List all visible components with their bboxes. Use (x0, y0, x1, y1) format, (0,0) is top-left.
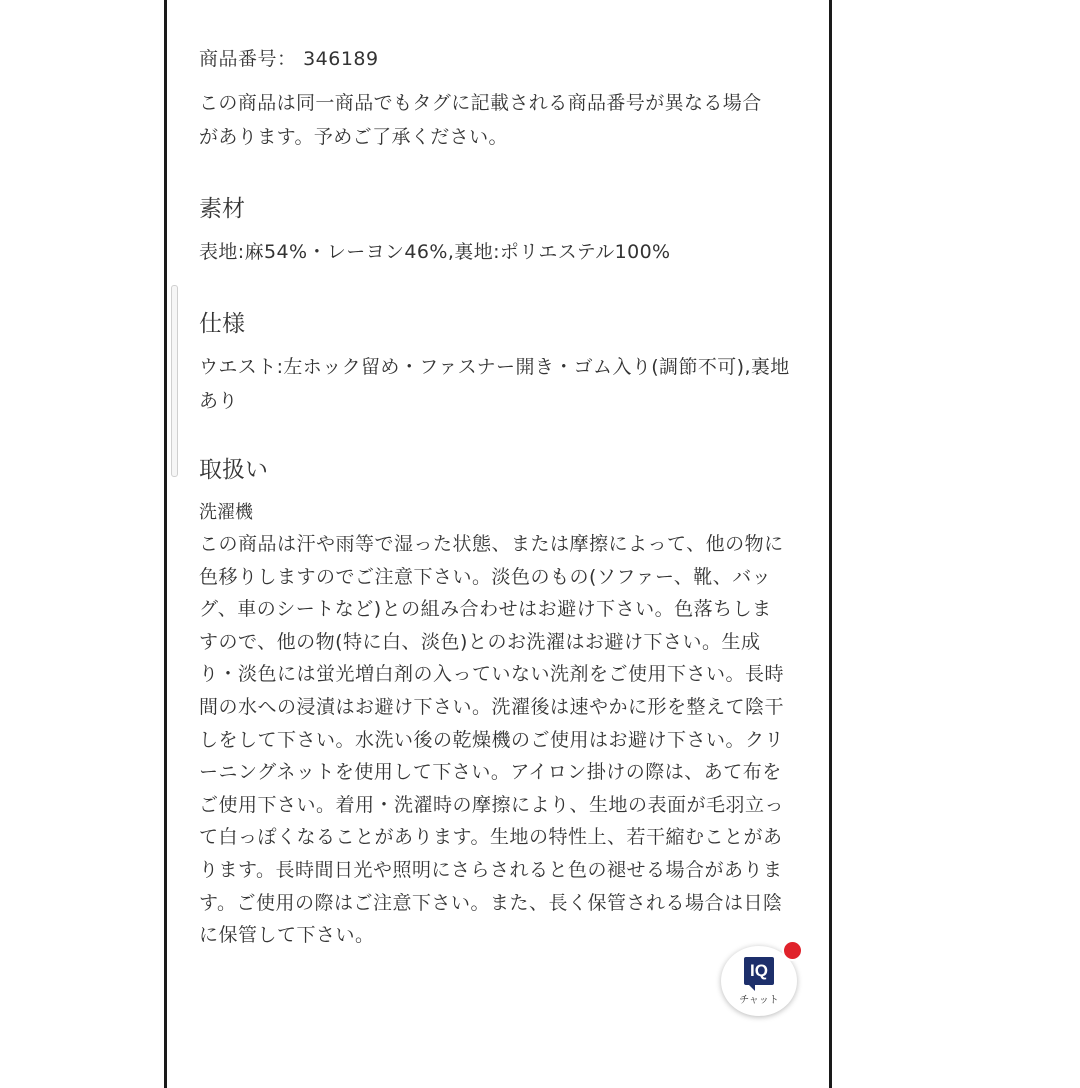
chat-bubble-icon: IQ (744, 957, 774, 985)
product-number-value: 346189 (303, 48, 379, 70)
chat-label: チャット (739, 995, 779, 1006)
notification-dot (782, 940, 803, 961)
spec-text: ウエスト:左ホック留め・ファスナー開き・ゴム入り(調節不可),裏地あり (199, 356, 790, 412)
product-number (199, 42, 799, 76)
care-heading: 取扱い (199, 457, 268, 483)
scrollbar[interactable] (171, 285, 178, 477)
material-heading: 素材 (199, 196, 245, 222)
product-number-label: 商品番号： (199, 48, 297, 70)
spec-heading: 仕様 (199, 311, 245, 337)
product-info (199, 42, 799, 952)
care-subheading: 洗濯機 (199, 502, 253, 523)
care-text: この商品は汗や雨等で湿った状態、または摩擦によって、他の物に色移りしますのでご注意下さい。淡色のもの(ソファー、靴、バッグ、車のシートなど)との組み合わせはお避け下さい。色落ちしますので、他の物(特に白、淡色)とのお洗濯はお避け下さい。生成り・淡色には蛍光増白剤の入っていない洗剤をご使用下さい。長時間の水への浸漬はお避け下さい。洗濯後は速やかに形を整えて陰干しをして下さい。水洗い後の乾燥機のご使用はお避け下さい。クリーニングネットを使用して下さい。アイロン掛けの際は、あて布をご使用下さい。着用・洗濯時の摩擦により、生地の表面が毛羽立って白っぽくなることがあります。生地の特性上、若干縮むことがあります。長時間日光や照明にさらされると色の褪せる場合があります。ご使用の際はご注意下さい。また、長く保管される場合は日陰に保管して下さい。 (199, 533, 785, 947)
tag-number-note: この商品は同一商品でもタグに記載される商品番号が異なる場合があります。予めご了承ください。 (199, 92, 762, 148)
material-text: 表地:麻54%・レーヨン46%,裏地:ポリエステル100% (199, 241, 671, 263)
